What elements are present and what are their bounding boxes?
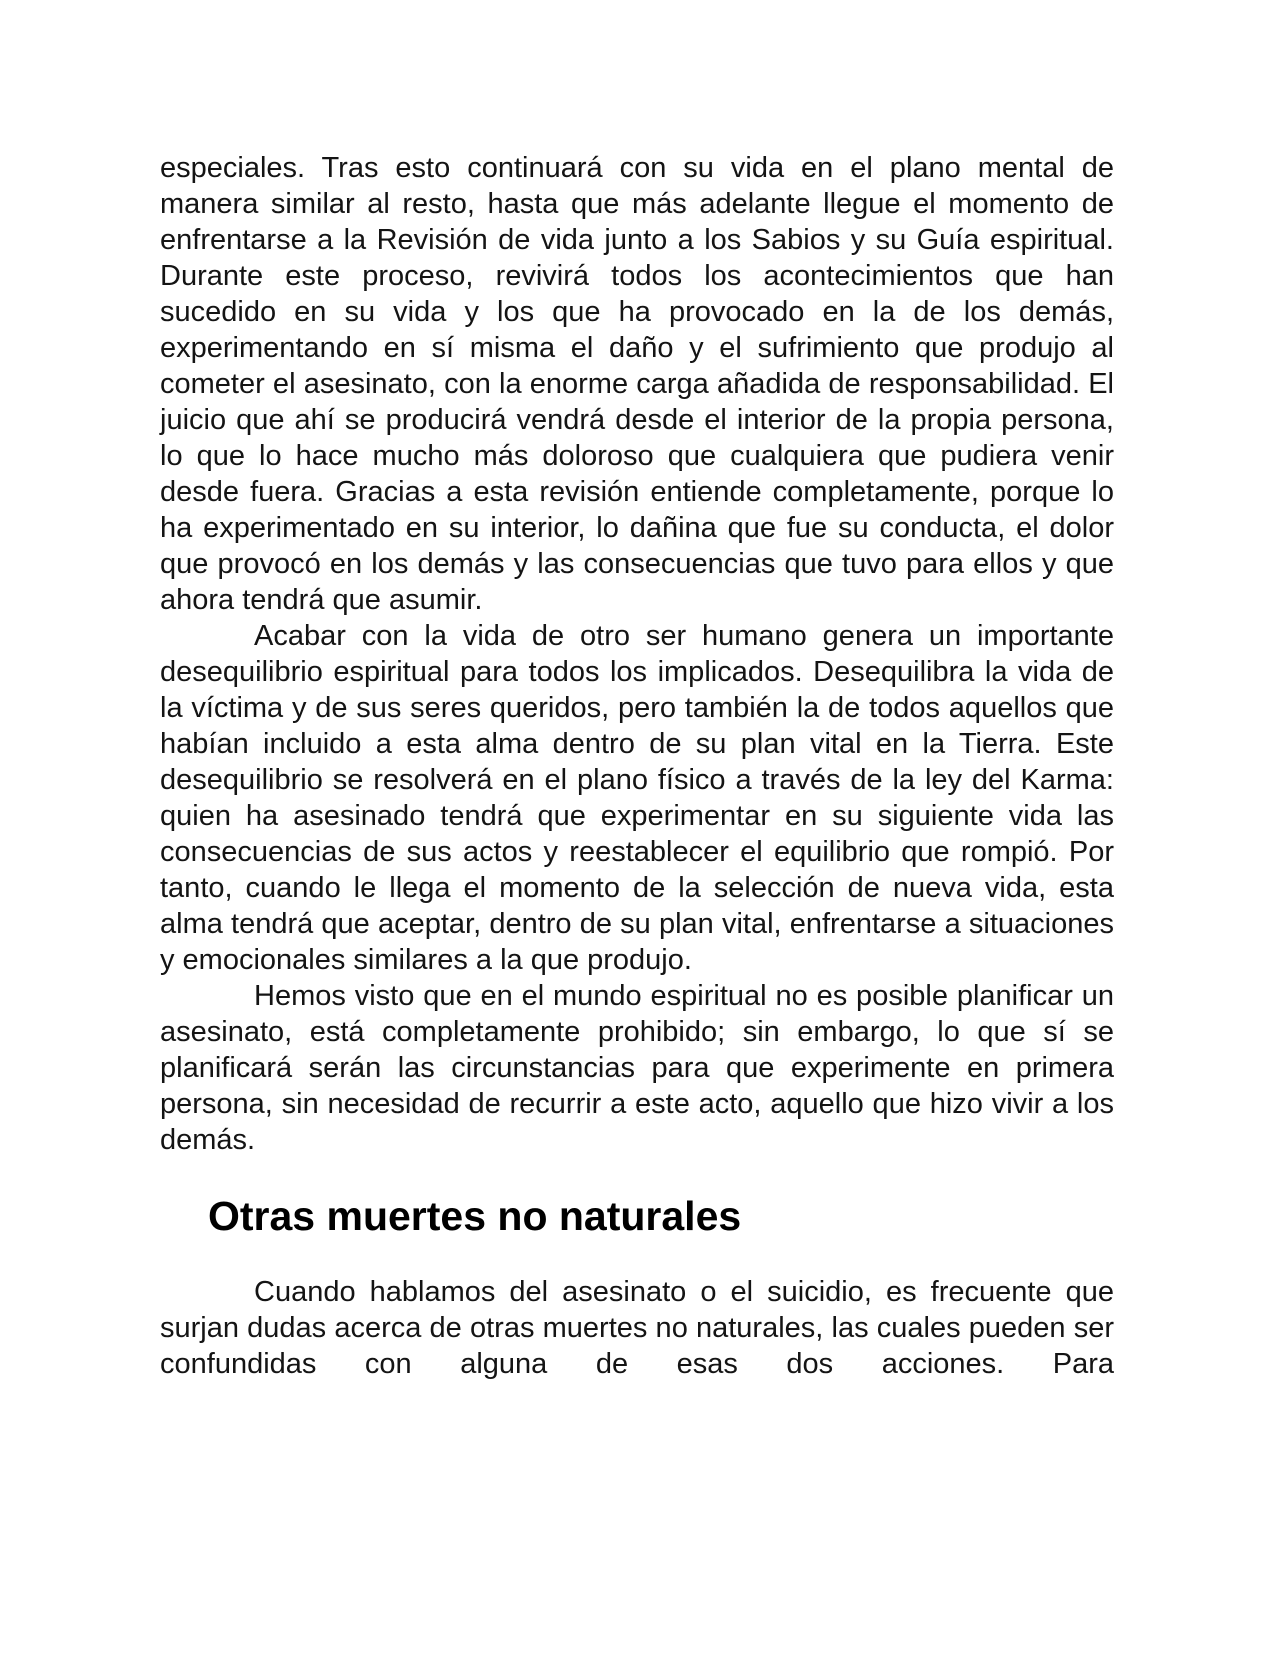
paragraph-3: Hemos visto que en el mundo espiritual no es posible planificar un asesinato, está completamente prohibido; sin embargo, lo que sí se planificará serán las circunstancias para que experimente en primera persona, sin necesidad de recurrir a este acto, aquello que hizo vivir a los demás. — [160, 980, 1114, 1156]
paragraph-4: Cuando hablamos del asesinato o el suicidio, es frecuente que surjan dudas acerca de otras muertes no naturales, las cuales pueden ser confundidas con alguna de esas dos acciones. Para — [160, 1276, 1114, 1380]
section-heading: Otras muertes no naturales — [208, 1193, 742, 1239]
paragraph-1: especiales. Tras esto continuará con su vida en el plano mental de manera similar al resto, hasta que más adelante llegue el momento de enfrentarse a la Revisión de vida junto a los Sabios y su Guía espiritual. Durante este proceso, revivirá todos los acontecimientos que han sucedido en su vida y los que ha provocado en la de los demás, experimentando en sí misma el daño y el sufrimiento que produjo al cometer el asesinato, con la enorme carga añadida de responsabilidad. El juicio que ahí se producirá vendrá desde el interior de la propia persona, lo que lo hace mucho más doloroso que cualquiera que pudiera venir desde fuera. Gracias a esta revisión entiende completamente, porque lo ha experimentado en su interior, lo dañina que fue su conducta, el dolor que provocó en los demás y las consecuencias que tuvo para ellos y que ahora tendrá que asumir. — [160, 152, 1114, 616]
document-page — [160, 150, 1114, 1382]
paragraph-2: Acabar con la vida de otro ser humano genera un importante desequilibrio espiritual para todos los implicados. Desequilibra la vida de la víctima y de sus seres queridos, pero también la de todos aquellos que habían incluido a esta alma dentro de su plan vital en la Tierra. Este desequilibrio se resolverá en el plano físico a través de la ley del Karma: quien ha asesinado tendrá que experimentar en su siguiente vida las consecuencias de sus actos y reestablecer el equilibrio que rompió. Por tanto, cuando le llega el momento de la selección de nueva vida, esta alma tendrá que aceptar, dentro de su plan vital, enfrentarse a situaciones y emocionales similares a la que produjo. — [160, 620, 1114, 976]
